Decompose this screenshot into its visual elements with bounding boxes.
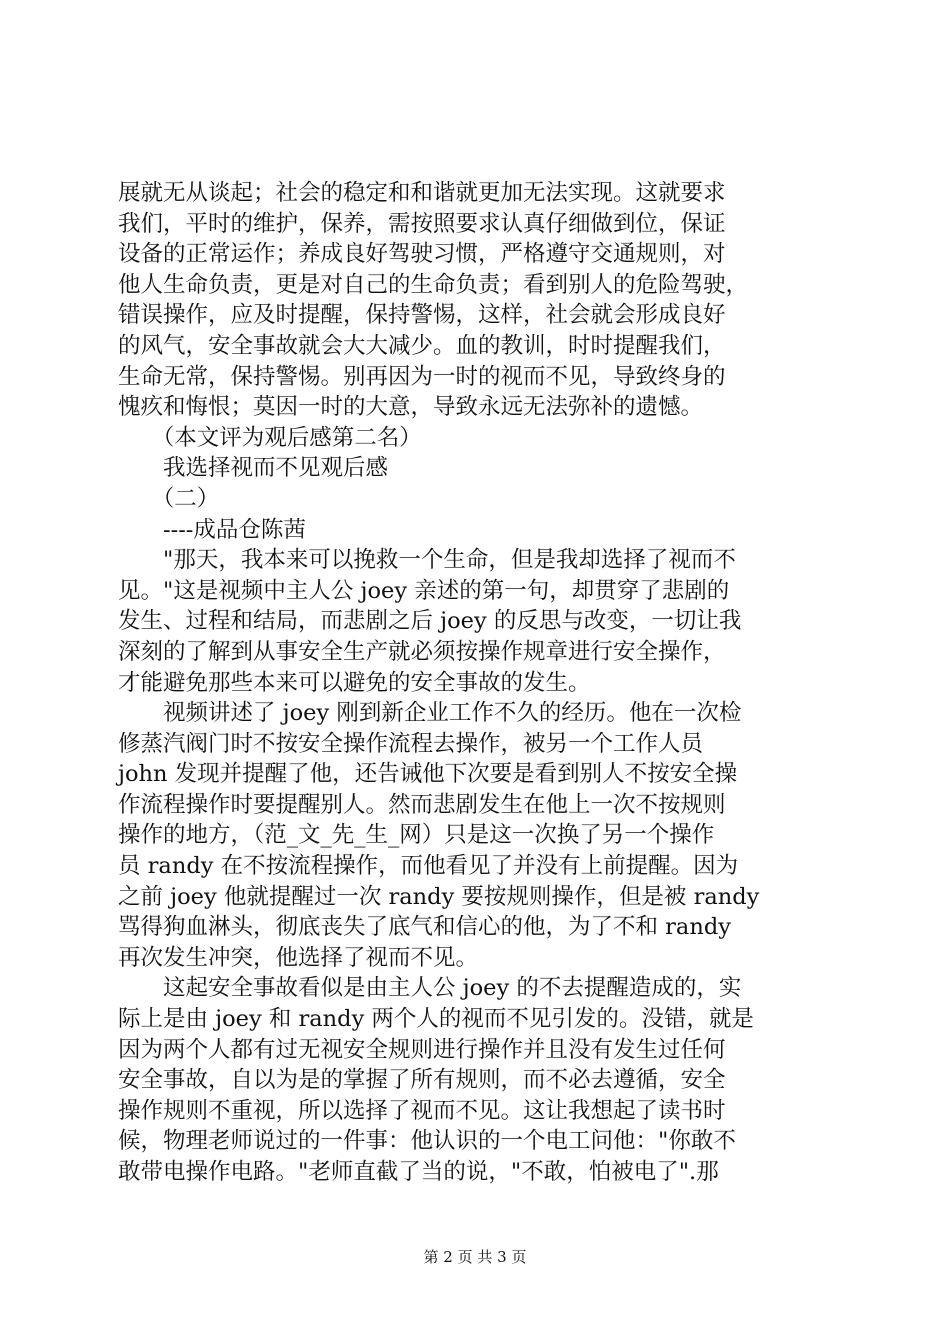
text-line: 深刻的了解到从事安全生产就必须按操作规章进行安全操作， — [118, 638, 726, 665]
text-line: 视频讲述了 joey 刚到新企业工作不久的经历。他在一次检 — [118, 700, 742, 727]
essay-number: （二） — [118, 485, 220, 512]
text-line: 他人生命负责，更是对自己的生命负责；看到别人的危险驾驶， — [118, 271, 749, 298]
text-line: 这起安全事故看似是由主人公 joey 的不去提醒造成的，实 — [118, 975, 742, 1002]
text-line: 因为两个人都有过无视安全规则进行操作并且没有发生过任何 — [118, 1036, 726, 1063]
essay-author: ----成品仓陈茜 — [118, 516, 306, 543]
text-line: 展就无从谈起；社会的稳定和和谐就更加无法实现。这就要求 — [118, 180, 726, 206]
text-line: 愧疚和悔恨；莫因一时的大意，导致永远无法弥补的遗憾。 — [118, 394, 704, 421]
text-line: 设备的正常运作；养成良好驾驶习惯，严格遵守交通规则，对 — [118, 241, 726, 268]
text-line: 我们，平时的维护，保养，需按照要求认真仔细做到位，保证 — [118, 210, 726, 237]
text-line: 错误操作，应及时提醒，保持警惕，这样，社会就会形成良好 — [118, 302, 726, 329]
award-note: （本文评为观后感第二名） — [118, 424, 422, 451]
text-line: 发生、过程和结局，而悲剧之后 joey 的反思与改变，一切让我 — [118, 608, 742, 635]
text-line: 员 randy 在不按流程操作，而他看见了并没有上前提醒。因为 — [118, 853, 739, 880]
text-line: 安全事故，自以为是的掌握了所有规则，而不必去遵循，安全 — [118, 1067, 726, 1094]
page-footer: 第 2 页 共 3 页 — [423, 1248, 527, 1266]
text-line: 敢带电操作电路。"老师直截了当的说，"不敢，怕被电了".那 — [118, 1159, 719, 1185]
text-line: 操作的地方，（范_文_先_生_网）只是这一次换了另一个操作 — [118, 822, 715, 849]
text-line: 的风气，安全事故就会大大减少。血的教训，时时提醒我们， — [118, 332, 726, 359]
text-line: 之前 joey 他就提醒过一次 randy 要按规则操作，但是被 randy — [118, 883, 760, 910]
text-line: "那天，我本来可以挽救一个生命，但是我却选择了视而不 — [118, 547, 736, 574]
text-line: 再次发生冲突，他选择了视而不见。 — [118, 944, 479, 971]
text-line: 骂得狗血淋头，彻底丧失了底气和信心的他，为了不和 randy — [118, 914, 731, 941]
text-line: 作流程操作时要提醒别人。然而悲剧发生在他上一次不按规则 — [118, 791, 726, 818]
text-line: 生命无常，保持警惕。别再因为一时的视而不见，导致终身的 — [118, 363, 726, 390]
essay-title: 我选择视而不见观后感 — [118, 455, 389, 482]
text-line: 操作规则不重视，所以选择了视而不见。这让我想起了读书时 — [118, 1097, 726, 1124]
text-line: 见。"这是视频中主人公 joey 亲述的第一句，却贯穿了悲剧的 — [118, 577, 730, 604]
text-line: 候，物理老师说过的一件事：他认识的一个电工问他："你敢不 — [118, 1128, 736, 1155]
body-text — [118, 178, 834, 1188]
text-line: 际上是由 joey 和 randy 两个人的视而不见引发的。没错，就是 — [118, 1006, 754, 1033]
text-line: 才能避免那些本来可以避免的安全事故的发生。 — [118, 669, 591, 696]
text-line: john 发现并提醒了他，还告诫他下次要是看到别人不按安全操 — [118, 761, 738, 788]
text-line: 修蒸汽阀门时不按安全操作流程去操作，被另一个工作人员 — [118, 730, 704, 757]
